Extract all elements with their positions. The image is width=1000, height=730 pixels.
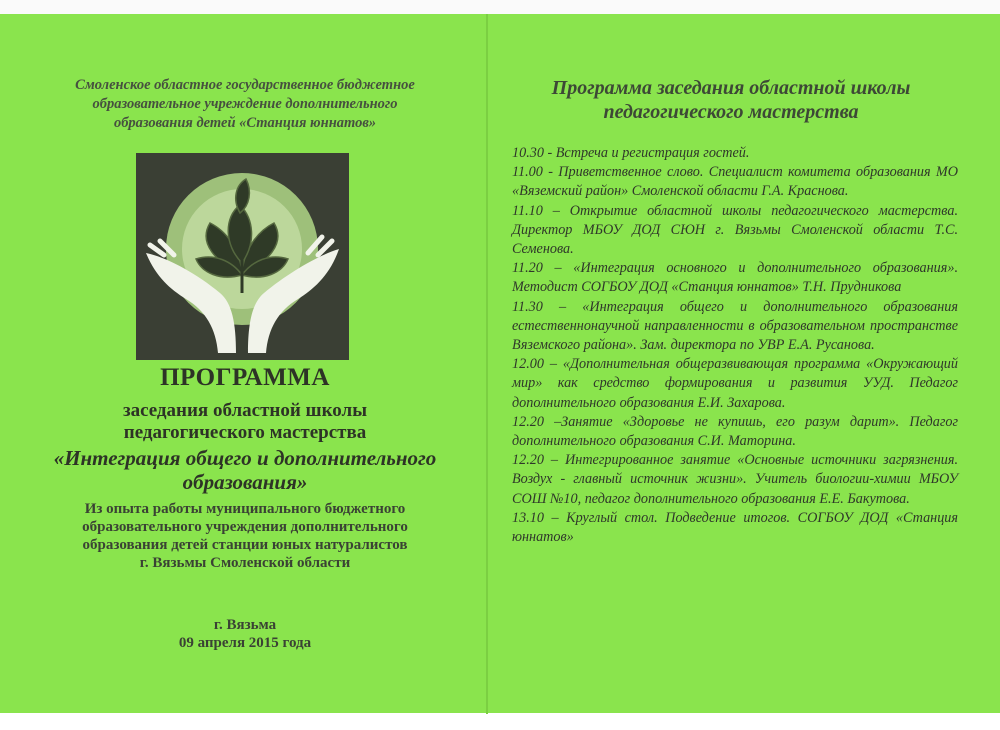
scan-margin [0,0,1000,14]
hands-with-plant-logo [136,153,349,360]
schedule-item: 13.10 – Круглый стол. Подведение итогов. СОГБОУ ДОД «Станция юннатов» [512,509,958,546]
program-title: ПРОГРАММА [160,364,330,391]
program-theme: «Интеграция общего и дополнительного образования» [53,446,437,494]
date: 09 апреля 2015 года [178,635,312,651]
schedule-item: 11.20 – «Интеграция основного и дополнительного образования». Методист СОГБОУ ДОД «Станция юннатов» Т.Н. Прудникова [512,260,958,296]
city: г. Вязьма [213,617,277,633]
schedule-item: 11.10 – Открытие областной школы педагогического мастерства. Директор МБОУ ДОД СЮН г. Вязьмы Смоленской области Т.С. Семенова. [512,202,958,258]
schedule-item: 12.20 – Интегрированное занятие «Основные источники загрязнения. Воздух - главный источник жизни». Учитель биологии-химии МБОУ СОШ №10, педагог дополнительного образования Е.Е. Бакутова. [512,452,958,507]
schedule-list [512,144,958,547]
experience-note: Из опыта работы муниципального бюджетного образовательного учреждения дополнительного образования детей станции юных натуралистов г. Вязьмы Смоленской области [82,501,408,571]
schedule-item: 11.00 - Приветственное слово. Специалист комитета образования МО «Вяземский район» Смоленской области Г.А. Краснова. [512,164,958,200]
program-subtitle: заседания областной школы педагогического мастерства [122,400,368,443]
schedule-panel [500,14,962,730]
cover-panel [10,14,480,730]
schedule-item: 12.00 – «Дополнительная общеразвивающая программа «Окружающий мир» как средство формирования и развития УУД. Педагог дополнительного образования Е.И. Захарова. [512,356,958,411]
schedule-title: Программа заседания областной школы педагогического мастерства [551,77,911,123]
schedule-item: 11.30 – «Интеграция общего и дополнительного образования естественнонаучной направленности в образовательном пространстве Вяземского района». Зам. директора по УВР Е.А. Русанова. [512,298,958,354]
organization-name: Смоленское областное государственное бюджетное образовательное учреждение дополнительного образования детей «Станция юннатов» [75,77,415,131]
schedule-item: 12.20 –Занятие «Здоровье не купишь, его разум дарит». Педагог дополнительного образования С.И. Маторина. [512,413,958,450]
place-and-date [10,616,480,652]
schedule-item: 10.30 - Встреча и регистрация гостей. [512,145,750,161]
fold-line [486,14,488,714]
